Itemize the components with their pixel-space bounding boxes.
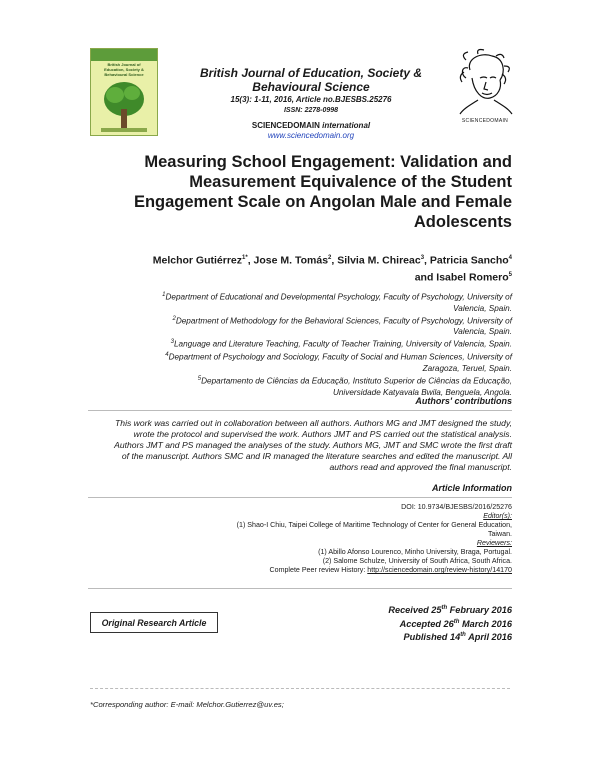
title-line2: Measurement Equivalence of the Student [189,173,512,191]
affiliation-number: 4 [165,352,169,359]
review-history [180,566,512,575]
author-name: and Isabel Romero [414,271,509,283]
affiliation-text: Department of Methodology for the Behavioral Sciences, Faculty of Psychology, University of [175,316,512,326]
affiliation-number: 1 [162,292,166,298]
affiliation-5 [90,374,512,387]
affiliation-2-cont: Valencia, Spain. [453,327,512,337]
affiliation-number: 2 [172,315,176,322]
author-sup: 5 [508,271,512,278]
journal-name [196,66,426,94]
affiliation-number: 3 [170,339,174,346]
journal-name-line1: British Journal of Education, Society & [199,66,423,80]
contributions-line: This work was carried out in collaboration between all authors. Authors MG and JMT designed the study, [115,418,512,428]
publisher-label: SCIENCEDOMAIN [251,121,320,130]
editors-label: Editor(s): [483,512,512,520]
publisher-logo-text: SCIENCEDOMAIN [461,118,509,124]
tree-icon [99,79,149,133]
date-text: Published 14 [403,632,461,643]
editor: (1) Shao-I Chiu, Taipei College of Maritime Technology of Center for General Education, [236,521,512,529]
volume-info: 15(3): 1-11, 2016, Article no.BJESBS.25276 [230,95,392,104]
article-type-box: Original Research Article [90,612,218,633]
article-info [180,503,512,575]
affiliation-1 [90,290,512,303]
cover-title: British Journal of Education, Society & Behavioural Science [104,62,144,77]
author-line1 [100,251,512,268]
contributions-heading: Authors' contributions [415,396,512,406]
contributions-line: Authors JMT and PS managed the analyses of the study. Authors MG, JMT and SMC wrote the first draft [114,440,512,450]
corresponding-author-footnote: *Corresponding author: E-mail: Melchor.Gutierrez@uv.es; [90,700,284,709]
published-date [300,630,512,644]
publisher-name [196,121,426,131]
divider [88,410,512,411]
divider [88,497,512,498]
affiliation-text: Departamento de Ciências da Educação, Instituto Superior de Ciências da Educação, [201,376,512,386]
author-sup: 3 [420,255,425,261]
date-text: April 2016 [465,632,512,643]
reviewer: (2) Salome Schulze, University of South Africa, South Africa. [322,557,512,565]
date-sup: th [460,632,466,639]
contributions-text [88,418,512,473]
review-history-label: Complete Peer review History: [269,566,368,574]
date-sup: th [441,605,448,611]
reviewer: (1) Abillo Afonso Lourenco, Minho University, Braga, Portugal. [318,548,512,556]
date-text: March 2016 [459,618,512,629]
contributions-line: wrote the protocol and supervised the work. Authors JMT and PS carried out the statistical analysis. [133,429,512,439]
author-line2 [100,268,512,285]
author-sup: 4 [508,255,512,261]
publisher-url[interactable]: www.sciencedomain.org [267,131,355,140]
affiliation-4-cont: Zaragoza, Teruel, Spain. [422,363,512,373]
publication-dates [300,603,512,644]
date-text: Accepted 26 [399,618,454,629]
affiliation-text: Department of Educational and Developmental Psychology, Faculty of Psychology, University of [165,292,512,302]
author-sup: 2 [328,255,332,261]
publisher-logo [452,48,518,128]
journal-cover-image [90,48,158,136]
contributions-line: of the manuscript. Authors SMC and IR managed the literature searches and edited the manuscript. All [121,451,512,461]
paper-title [100,152,512,232]
doi: DOI: 10.9734/BJESBS/2016/25276 [401,503,512,511]
date-text: Received 25 [388,605,442,616]
author-list [100,251,512,284]
title-line1: Measuring School Engagement: Validation and [144,153,512,171]
affiliation-text: Department of Psychology and Sociology, Faculty of Social and Human Sciences, University of [168,352,512,362]
received-date [300,603,512,617]
editor-cont: Taiwan. [487,530,512,538]
article-info-heading: Article Information [431,483,512,493]
cover-band [91,49,157,61]
review-history-link[interactable]: http://sciencedomain.org/review-history/14170 [367,566,512,574]
affiliation-2 [90,314,512,327]
date-text: February 2016 [447,605,512,616]
affiliation-3 [90,337,512,350]
affiliation-number: 5 [197,375,202,382]
footnote-divider [90,688,510,689]
affiliation-text: Language and Literature Teaching, Faculty of Teacher Training, University of Valencia, Spain. [173,340,512,350]
author-sup: 1* [242,255,248,261]
title-line4: Adolescents [413,213,512,231]
date-sup: th [453,618,460,625]
author-name: , Silvia M. Chireac [331,254,421,267]
publisher-suffix: international [322,121,371,130]
contributions-line: authors read and approved the final manuscript. [329,462,512,472]
affiliations [90,290,512,398]
author-name: Melchor Gutiérrez [152,254,243,267]
title-line3: Engagement Scale on Angolan Male and Female [133,193,512,211]
accepted-date [300,617,512,631]
journal-name-line2: Behavioural Science [252,80,370,94]
affiliation-4 [90,350,512,363]
affiliation-5-cont: Universidade Katyavala Bwila, Benguela, Angola. [332,387,512,397]
issn: ISSN: 2278-0998 [283,107,339,114]
affiliation-1-cont: Valencia, Spain. [453,303,512,313]
author-name: , Patricia Sancho [424,254,509,267]
reviewers-label: Reviewers: [476,539,512,547]
author-name: , Jose M. Tomás [247,254,329,267]
divider [88,588,512,589]
